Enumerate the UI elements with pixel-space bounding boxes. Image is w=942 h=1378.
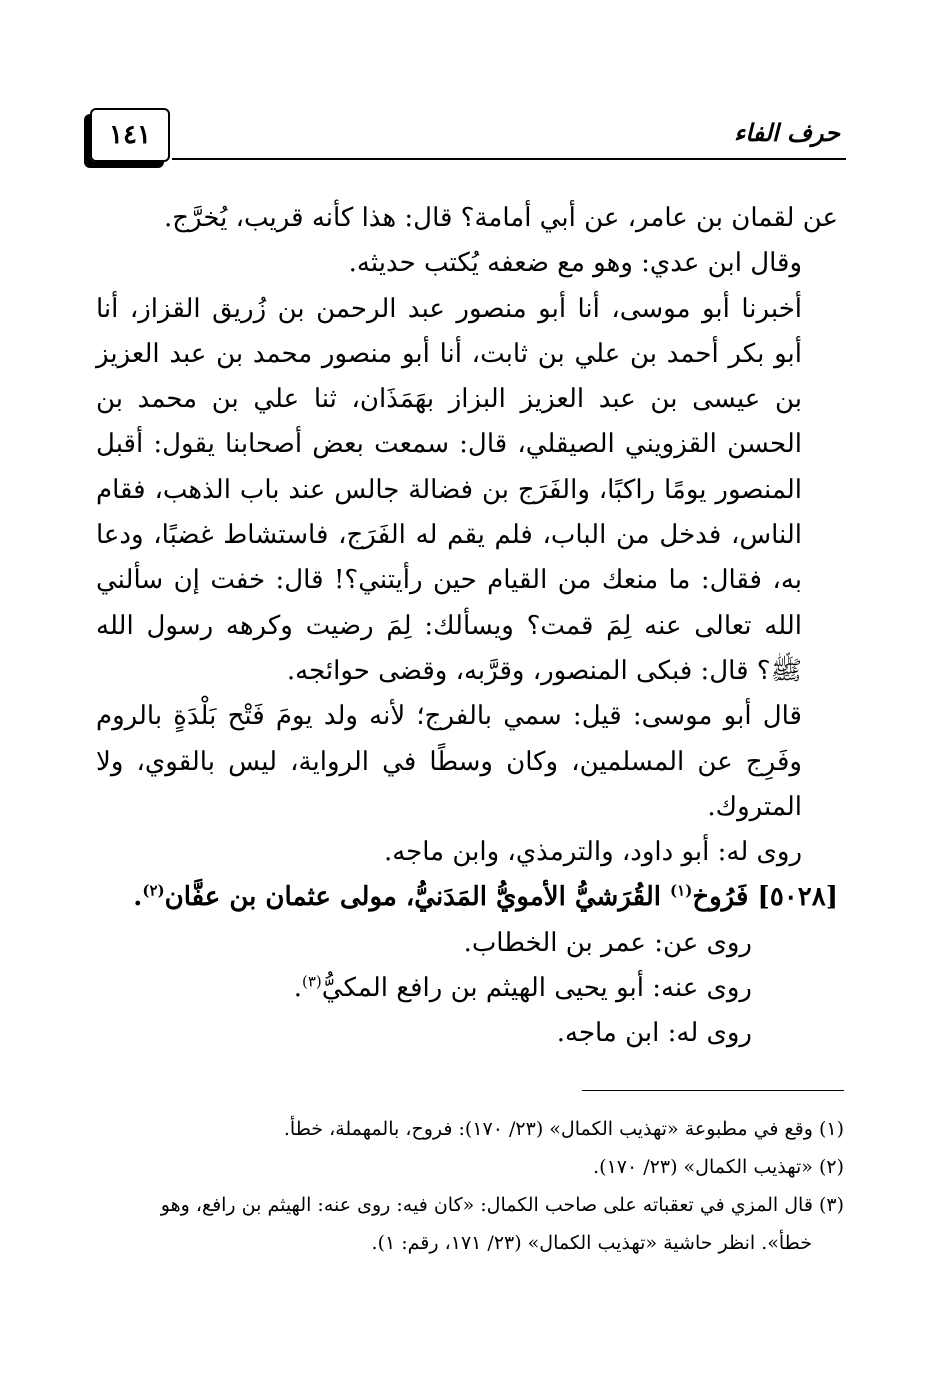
narrated-by	[96, 966, 838, 1011]
footnote-ref-3: (٣)	[302, 972, 322, 991]
narrated-for: روى له: ابن ماجه.	[556, 1018, 752, 1049]
footnotes	[96, 1110, 844, 1262]
paragraph-1: عن لقمان بن عامر، عن أبي أمامة؟ قال: هذا كأنه قريب، يُخرَّج.	[163, 203, 838, 233]
paragraph-3: أخبرنا أبو موسى، أنا أبو منصور عبد الرحمن بن زُريق القزاز، أنا أبو بكر أحمد بن علي بن ثابت، أنا أبو منصور محمد بن عبد العزيز بن عيسى بن عبد العزيز البزاز بهَمَذَان، ثنا علي بن محمد بن الحسن القزويني الصيقلي، قال: سمعت بعض أصحابنا يقول: أقبل المنصور يومًا راكبًا، والفَرَج بن فضالة جالس عند باب الذهب، فقام الناس، فدخل من الباب، فلم يقم له الفَرَج، فاستشاط غضبًا، ودعا به، فقال: ما منعك من القيام حين رأيتني؟! قال: خفت إن سألني الله تعالى عنه لِمَ قمت؟ ويسألك: لِمَ رضيت وكرهه رسول الله ﷺ؟ قال: فبكى المنصور، وقرَّبه، وقضى حوائجه.	[96, 293, 803, 686]
footnote-ref-2: (٢)	[142, 881, 165, 900]
entry-name: فَرُوخ	[692, 882, 749, 913]
paragraph-4: قال أبو موسى: قيل: سمي بالفرج؛ لأنه ولد يومَ فَتْح بَلْدَةٍ بالروم وفَرِج عن المسلمين، وكان وسطًا في الرواية، ليس بالقوي، ولا المتروك.	[96, 701, 802, 822]
narrated-by-text: روى عنه: أبو يحيى الهيثم بن رافع المكيُّ	[321, 973, 752, 1004]
header-rule	[172, 158, 846, 160]
footnote-3: (٣) قال المزي في تعقباته على صاحب الكمال: «كان فيه: روى عنه: الهيثم بن رافع، وهو	[160, 1194, 844, 1216]
footnote-3-continued: خطأ». انظر حاشية «تهذيب الكمال» (٢٣/ ١٧١، رقم: ١).	[371, 1232, 812, 1254]
entry-number: [٥٠٢٨]	[757, 882, 838, 913]
entry-heading	[96, 875, 838, 920]
footnote-1: (١) وقع في مطبوعة «تهذيب الكمال» (٢٣/ ١٧٠): فروح، بالمهملة، خطأ.	[283, 1118, 844, 1140]
footnote-rule	[582, 1090, 844, 1091]
paragraph-5: روى له: أبو داود، والترمذي، وابن ماجه.	[383, 837, 802, 868]
narrated-by-end: .	[293, 973, 302, 1004]
running-head: حرف الفاء	[733, 118, 840, 147]
main-text	[96, 196, 838, 1057]
page-number: ١٤١	[90, 108, 170, 162]
entry-end: .	[133, 882, 143, 913]
entry-description: القُرَشيُّ الأمويُّ المَدَنيُّ، مولى عثمان بن عفَّان	[164, 882, 661, 913]
footnote-ref-1: (١)	[670, 881, 693, 900]
narrated-from: روى عن: عمر بن الخطاب.	[463, 927, 752, 958]
paragraph-2: وقال ابن عدي: وهو مع ضعفه يُكتب حديثه.	[348, 248, 802, 279]
footnote-2: (٢) «تهذيب الكمال» (٢٣/ ١٧٠).	[593, 1156, 844, 1178]
